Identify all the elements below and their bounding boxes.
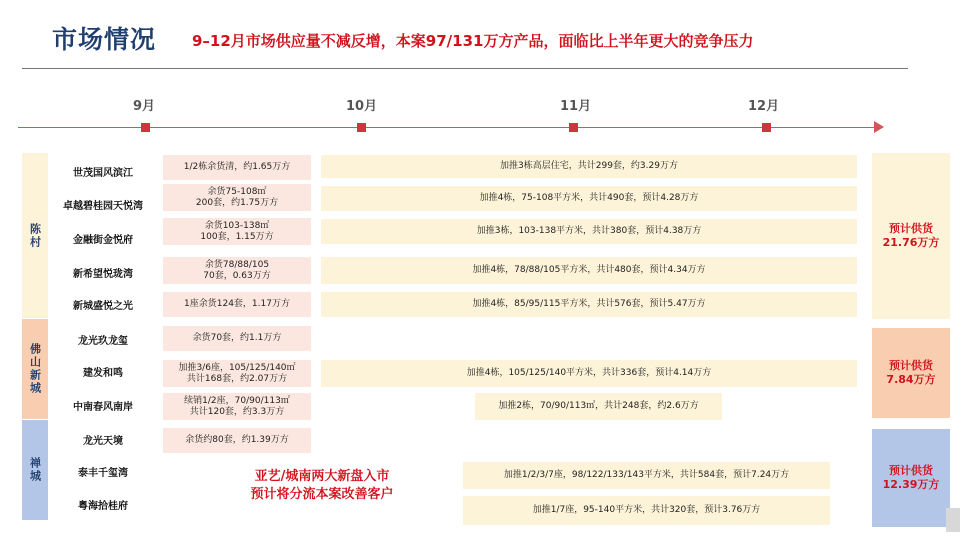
project-name: 新希望悦珑湾 <box>73 269 133 280</box>
month-label-dec: 12月 <box>748 99 780 114</box>
supply-label: 预计供货 <box>889 464 933 477</box>
inventory-text: 余货75-108㎡ <box>207 186 267 197</box>
new-supply-bar <box>475 393 722 420</box>
new-supply-bar <box>321 257 857 284</box>
month-label-sep: 9月 <box>133 99 156 114</box>
new-supply-bar <box>321 219 857 244</box>
project-name: 粤海拾桂府 <box>78 501 128 512</box>
inventory-text: 余货70套，约1.1万方 <box>192 333 282 343</box>
new-supply-text: 加推4栋，78/88/105平方米，共计480套，预计4.34万方 <box>472 265 706 275</box>
inventory-text: 200套，约1.75万方 <box>195 197 279 208</box>
inventory-text: 100套，1.15万方 <box>200 231 274 242</box>
project-name: 中南春风南岸 <box>73 402 133 413</box>
project-name: 卓越碧桂园天悦湾 <box>63 201 143 212</box>
new-supply-bar <box>321 292 857 317</box>
project-name: 建发和鸣 <box>83 368 123 379</box>
competition-annotation <box>220 468 424 504</box>
new-supply-bar <box>321 360 857 387</box>
inventory-text: 共计120套，约3.3万方 <box>189 406 285 417</box>
supply-value: 21.76万方 <box>882 236 940 249</box>
month-marker-nov <box>569 123 578 132</box>
new-supply-bar <box>463 496 830 525</box>
supply-value: 7.84万方 <box>886 373 936 386</box>
region-band-chancheng <box>22 420 48 520</box>
new-supply-text: 加推3栋，103-138平方米，共计380套，预计4.38万方 <box>476 226 702 236</box>
month-marker-dec <box>762 123 771 132</box>
inventory-bar <box>163 360 311 387</box>
inventory-bar <box>163 326 311 351</box>
inventory-text: 余货103-138㎡ <box>204 220 270 231</box>
supply-label: 预计供货 <box>889 222 933 235</box>
supply-summary-chancheng <box>872 429 950 527</box>
region-label: 陈村 <box>28 222 42 249</box>
new-supply-text: 加推3栋高层住宅，共计299套，约3.29万方 <box>500 161 678 171</box>
project-name: 龙光天境 <box>83 436 123 447</box>
header-divider <box>22 68 908 69</box>
new-supply-text: 加推4栋，85/95/115平方米，共计576套，预计5.47万方 <box>472 299 706 309</box>
new-supply-text: 加推1/2/3/7座，98/122/133/143平方米，共计584套，预计7.24万方 <box>503 470 790 480</box>
inventory-text: 共计168套，约2.07万方 <box>186 373 288 384</box>
inventory-bar <box>163 393 311 420</box>
project-name: 泰丰千玺湾 <box>78 468 128 479</box>
month-marker-sep <box>141 123 150 132</box>
corner-tab <box>946 508 960 532</box>
new-supply-bar <box>321 186 857 211</box>
inventory-bar <box>163 257 311 284</box>
region-band-chencun <box>22 153 48 318</box>
inventory-text: 续销1/2座，70/90/113㎡ <box>184 395 290 406</box>
project-name: 新城盛悦之光 <box>73 301 133 312</box>
supply-label: 预计供货 <box>889 359 933 372</box>
new-supply-text: 加推2栋，70/90/113㎡，共计248套，约2.6万方 <box>498 401 699 411</box>
inventory-bar <box>163 184 311 211</box>
new-supply-text: 加推4栋，105/125/140平方米，共计336套，预计4.14万方 <box>466 368 712 378</box>
timeline-arrow-icon <box>874 121 884 133</box>
month-label-oct: 10月 <box>346 99 378 114</box>
inventory-text: 1/2栋余货清，约1.65万方 <box>183 162 291 172</box>
supply-summary-chencun <box>872 153 950 319</box>
supply-value: 12.39万方 <box>882 478 940 491</box>
inventory-text: 余货78/88/105 <box>204 259 270 270</box>
region-band-foshan-newtown <box>22 319 48 419</box>
inventory-text: 70套，0.63万方 <box>203 270 271 281</box>
inventory-bar <box>163 292 311 317</box>
inventory-bar <box>163 218 311 245</box>
inventory-text: 加推3/6座，105/125/140㎡ <box>178 362 296 373</box>
new-supply-text: 加推1/7座，95-140平方米，共计320套，预计3.76万方 <box>532 505 761 515</box>
page-title: 市场情况 <box>52 25 157 54</box>
page-subtitle: 9–12月市场供应量不减反增，本案97/131万方产品，面临比上半年更大的竞争压力 <box>192 32 754 50</box>
project-name: 龙光玖龙玺 <box>78 336 128 347</box>
project-name: 金融街金悦府 <box>73 235 133 246</box>
region-label: 禅城 <box>28 457 42 483</box>
inventory-bar <box>163 155 311 180</box>
inventory-bar <box>163 428 311 453</box>
inventory-text: 1座余货124套，1.17万方 <box>184 299 290 309</box>
month-marker-oct <box>357 123 366 132</box>
new-supply-text: 加推4栋，75-108平方米，共计490套，预计4.28万方 <box>479 193 699 203</box>
project-name: 世茂国风滨江 <box>73 168 133 179</box>
annotation-line: 亚艺/城南两大新盘入市 <box>254 469 390 484</box>
inventory-text: 余货约80套，约1.39万方 <box>185 435 289 445</box>
new-supply-bar <box>321 155 857 178</box>
supply-summary-foshan-newtown <box>872 328 950 418</box>
region-label: 佛山新城 <box>28 343 42 395</box>
month-label-nov: 11月 <box>560 99 592 114</box>
annotation-line: 预计将分流本案改善客户 <box>250 487 394 502</box>
new-supply-bar <box>463 462 830 489</box>
